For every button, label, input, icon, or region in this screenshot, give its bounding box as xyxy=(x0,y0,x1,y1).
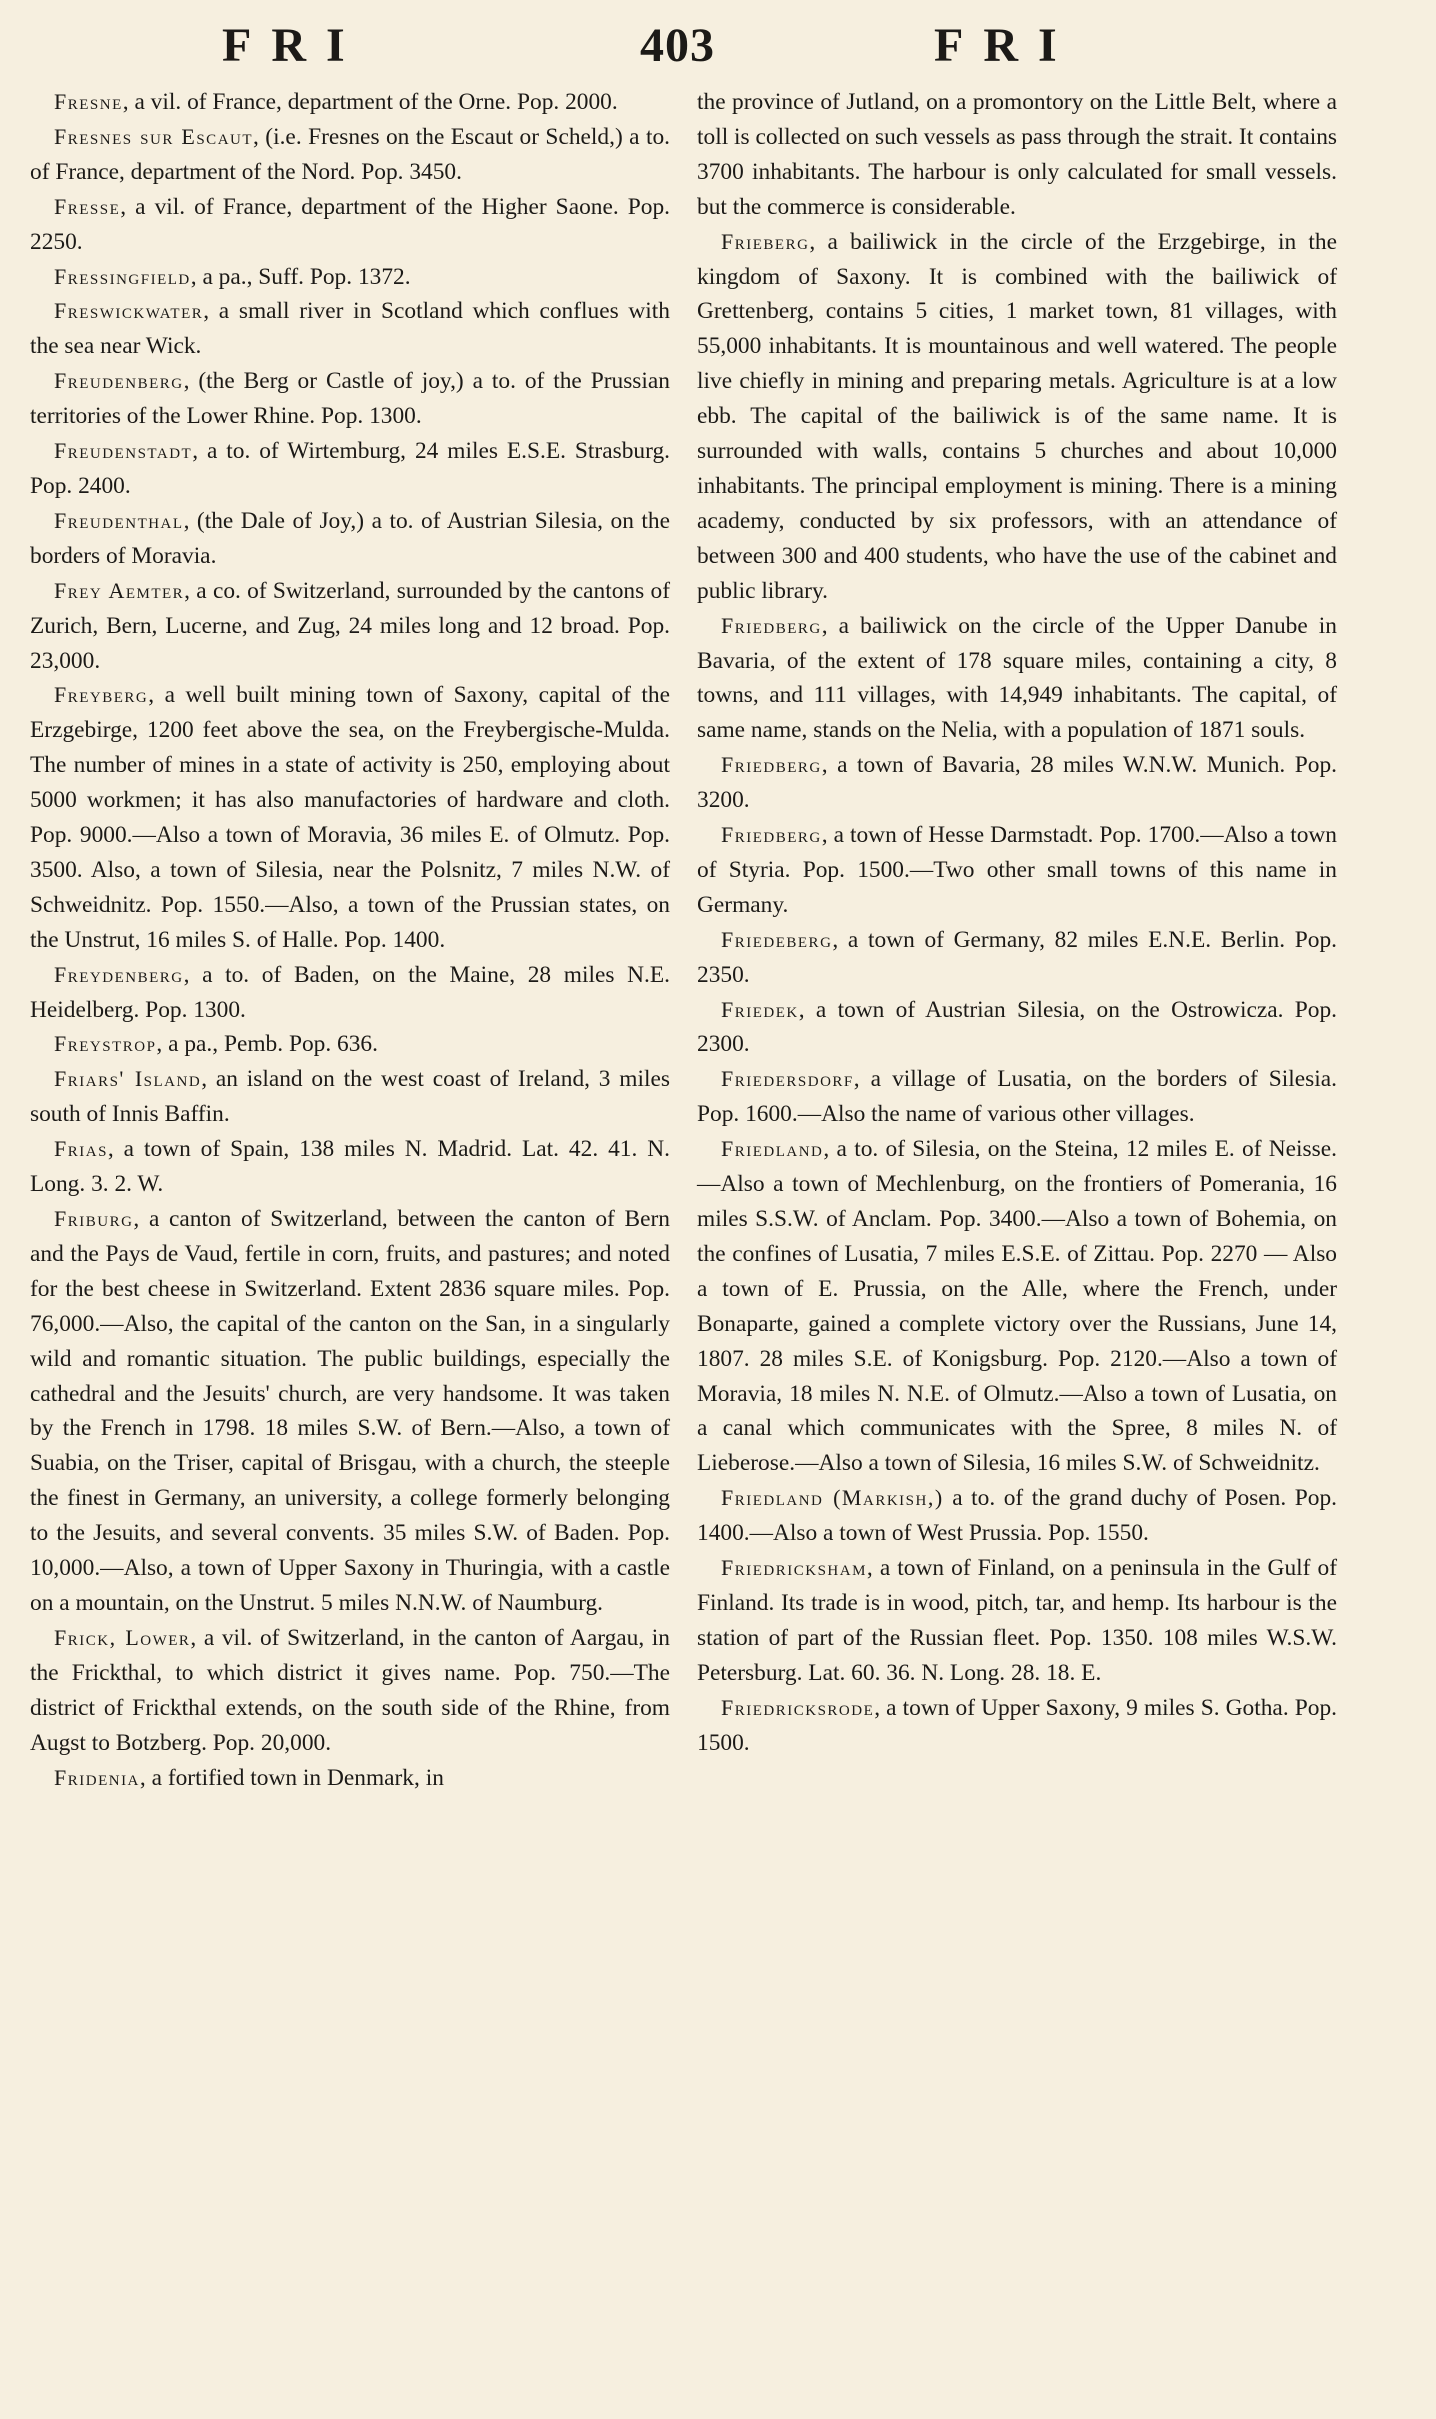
entry xyxy=(697,225,1337,609)
entry-text: , a town of Austrian Silesia, on the Ostrowicza. Pop. 2300. xyxy=(697,996,1337,1058)
entry-text: , a well built mining town of Saxony, capital of the Erzgebirge, 1200 feet above the sea, on the Freybergische-Mulda. The number of mines in a state of activity is 250, employing about 5000 workmen; it has also manufactories of hardware and cloth. Pop. 9000.—Also a town of Moravia, 36 miles E. of Olmutz. Pop. 3500. Also, a town of Silesia, near the Polsnitz, 7 miles N.W. of Schweidnitz. Pop. 1550.—Also, a town of the Prussian states, on the Unstrut, 16 miles S. of Halle. Pop. 1400. xyxy=(30,682,670,953)
entry-headword: Frey Aemter xyxy=(54,577,185,603)
entry-text: , a co. of Switzerland, surrounded by the cantons of Zurich, Bern, Lucerne, and Zug, 24 miles long and 12 broad. Pop. 23,000. xyxy=(30,577,670,674)
entry xyxy=(30,958,670,1028)
entry xyxy=(30,120,670,190)
entry-text: , a town of Hesse Darmstadt. Pop. 1700.—Also a town of Styria. Pop. 1500.—Two other small towns of this name in Germany. xyxy=(697,822,1337,918)
entry-headword: Friedland xyxy=(721,1136,824,1162)
entry-text: , a bailiwick on the circle of the Upper Danube in Bavaria, of the extent of 178 square miles, containing a city, 8 towns, and 111 villages, with 14,949 inhabitants. The capital, of same name, stands on the Nelia, with a population of 1871 souls. xyxy=(697,612,1337,744)
entry-text: , a canton of Switzerland, between the canton of Bern and the Pays de Vaud, fertile in corn, fruits, and pastures; and noted for the best cheese in Switzerland. Extent 2836 square miles. Pop. 76,000.—Also, the capital of the canton on the San, in a singularly wild and romantic situation. The public buildings, especially the cathedral and the Jesuits' church, are very handsome. It was taken by the French in 1798. 18 miles S.W. of Bern.—Also, a town of Suabia, on the Triser, capital of Brisgau, with a church, the steeple the finest in Germany, an university, a college formerly belonging to the Jesuits, and several convents. 35 miles S.W. of Baden. Pop. 10,000.—Also, a town of Upper Saxony in Thuringia, with a castle on a mountain, on the Unstrut. 5 miles N.N.W. of Naumburg. xyxy=(30,1206,670,1616)
running-header xyxy=(30,18,1358,74)
entry-text: , a town of Germany, 82 miles E.N.E. Berlin. Pop. 2350. xyxy=(697,926,1337,988)
entry xyxy=(697,1691,1337,1761)
entry xyxy=(30,1062,670,1132)
entry xyxy=(30,574,670,679)
entry xyxy=(30,364,670,434)
entry-headword: Freyberg xyxy=(54,682,149,708)
entry-headword: Friedberg xyxy=(721,612,822,638)
entry-text: , a town of Bavaria, 28 miles W.N.W. Munich. Pop. 3200. xyxy=(697,752,1337,814)
entry-headword: Frick, Lower xyxy=(54,1624,191,1650)
entry-text: , a town of Spain, 138 miles N. Madrid. Lat. 42. 41. N. Long. 3. 2. W. xyxy=(30,1136,670,1198)
entry-text: , a fortified town in Denmark, in xyxy=(139,1764,444,1791)
entry-text: , a vil. of France, department of the Orne. Pop. 2000. xyxy=(122,89,618,115)
entry xyxy=(697,923,1337,993)
entry xyxy=(697,609,1337,749)
entry-text: , a pa., Suff. Pop. 1372. xyxy=(190,263,411,290)
entry xyxy=(697,1062,1337,1132)
entry-headword: Friedberg xyxy=(721,752,822,778)
entry xyxy=(30,190,670,260)
entry xyxy=(30,260,670,295)
entry-text: the province of Jutland, on a promontory on the Little Belt, where a toll is collected on such vessels as pass through the strait. It contains 3700 inhabitants. The harbour is only calculated for small vessels. but the commerce is considerable. xyxy=(697,89,1337,220)
entry-headword: Freudenberg xyxy=(54,368,184,394)
entry xyxy=(30,85,670,120)
entry xyxy=(30,1621,670,1761)
entry-headword: Fresse xyxy=(54,193,121,219)
entry-headword: Friedersdorf xyxy=(721,1066,854,1092)
entry xyxy=(697,85,1337,225)
entry-headword: Friedeberg xyxy=(721,926,833,952)
entry xyxy=(30,1761,670,1796)
entry xyxy=(30,294,670,364)
entry xyxy=(697,993,1337,1063)
entry-headword: Friburg xyxy=(54,1206,134,1231)
entry-headword: Fressingfield xyxy=(54,263,191,289)
entry-text: , a vil. of Switzerland, in the canton of Aargau, in the Frickthal, to which district it gives name. Pop. 750.—The district of Frickthal extends, on the south side of the Rhine, from Augst to Botzberg. Pop. 20,000. xyxy=(30,1624,670,1756)
entry-headword: Freydenberg xyxy=(54,961,184,987)
entry-text: , a village of Lusatia, on the borders of Silesia. Pop. 1600.—Also the name of various other villages. xyxy=(697,1066,1337,1128)
entry-headword: Friedricksrode xyxy=(721,1694,875,1720)
entry xyxy=(697,748,1337,818)
entry xyxy=(30,504,670,574)
entry-headword: Freswickwater xyxy=(54,298,204,324)
entry-headword: Freudenthal xyxy=(54,507,184,533)
entry-headword: Frias xyxy=(54,1136,108,1162)
entry-text: , a small river in Scotland which conflues with the sea near Wick. xyxy=(30,298,670,360)
entry-headword: Freystrop xyxy=(54,1031,157,1057)
entry xyxy=(697,1551,1337,1691)
left-column xyxy=(30,85,670,1795)
entry xyxy=(30,678,670,957)
header-left-guideword: FRI xyxy=(222,19,365,72)
entry-text: , a bailiwick in the circle of the Erzgebirge, in the kingdom of Saxony. It is combined with the bailiwick of Grettenberg, contains 5 cities, 1 market town, 81 villages, with 55,000 inhabitants. It is mountainous and well watered. The people live chiefly in mining and preparing metals. Agriculture is at a low ebb. The capital of the bailiwick is of the same name. It is surrounded with walls, contains 5 churches and about 10,000 inhabitants. The principal employment is mining. There is a mining academy, conducted by six professors, with an attendance of between 300 and 400 students, who have the use of the cabinet and public library. xyxy=(697,228,1337,604)
entry-text: , an island on the west coast of Ireland, 3 miles south of Innis Baffin. xyxy=(30,1066,670,1128)
dictionary-page xyxy=(30,18,1358,2410)
entry-headword: Friedek xyxy=(721,996,799,1022)
entry xyxy=(697,1132,1337,1481)
right-column xyxy=(697,85,1337,1761)
entry xyxy=(30,1202,670,1621)
entry-headword: Friedberg xyxy=(721,822,822,848)
entry-headword: Freudenstadt xyxy=(54,438,193,464)
entry-text: , (the Berg or Castle of joy,) a to. of the Prussian territories of the Lower Rhine. Pop. 1300. xyxy=(30,368,670,430)
entry-text: , a town of Upper Saxony, 9 miles S. Gotha. Pop. 1500. xyxy=(697,1694,1337,1756)
entry-text: , (the Dale of Joy,) a to. of Austrian Silesia, on the borders of Moravia. xyxy=(30,507,670,569)
entry-headword: Friedricksham xyxy=(721,1555,867,1581)
entry-headword: Fresne xyxy=(54,89,123,114)
entry-text: , a to. of Baden, on the Maine, 28 miles N.E. Heidelberg. Pop. 1300. xyxy=(30,961,670,1023)
entry-text: , a vil. of France, department of the Higher Saone. Pop. 2250. xyxy=(30,193,670,255)
entry-text: , a pa., Pemb. Pop. 636. xyxy=(156,1031,378,1058)
entry-text: , (i.e. Fresnes on the Escaut or Scheld,) a to. of France, department of the Nord. Pop. 3450. xyxy=(30,123,670,185)
header-right-guideword: FRI xyxy=(934,19,1077,72)
entry-text: a to. of the grand duchy of Posen. Pop. 1400.—Also a town of West Prussia. Pop. 1550. xyxy=(697,1485,1337,1547)
entry xyxy=(30,1132,670,1202)
entry-headword: Friedland (Markish,) xyxy=(721,1485,944,1511)
entry xyxy=(697,818,1337,923)
entry-text: , a to. of Wirtemburg, 24 miles E.S.E. Strasburg. Pop. 2400. xyxy=(30,438,670,499)
entry xyxy=(697,1481,1337,1551)
entry-headword: Fridenia xyxy=(54,1764,140,1790)
entry xyxy=(30,434,670,504)
entry xyxy=(30,1027,670,1062)
entry-text: , a town of Finland, on a peninsula in the Gulf of Finland. Its trade is in wood, pitch, tar, and hemp. Its harbour is the station of part of the Russian fleet. Pop. 1350. 108 miles W.S.W. Petersburg. Lat. 60. 36. N. Long. 28. 18. E. xyxy=(697,1555,1337,1686)
entry-headword: Fresnes sur Escaut xyxy=(54,123,254,149)
page-number: 403 xyxy=(640,19,715,72)
entry-headword: Friars' Island xyxy=(54,1066,202,1092)
entry-text: , a to. of Silesia, on the Steina, 12 miles E. of Neisse.—Also a town of Mechlenburg, on the frontiers of Pomerania, 16 miles S.S.W. of Anclam. Pop. 3400.—Also a town of Bohemia, on the confines of Lusatia, 7 miles E.S.E. of Zittau. Pop. 2270 — Also a town of E. Prussia, on the Alle, where the French, under Bonaparte, gained a complete victory over the Russians, June 14, 1807. 28 miles S.E. of Konigsburg. Pop. 2120.—Also a town of Moravia, 18 miles N. N.E. of Olmutz.—Also a town of Lusatia, on a canal which communicates with the Spree, 8 miles N. of Lieberose.—Also a town of Silesia, 16 miles S.W. of Schweidnitz. xyxy=(697,1136,1337,1477)
entry-headword: Frieberg xyxy=(721,228,810,254)
